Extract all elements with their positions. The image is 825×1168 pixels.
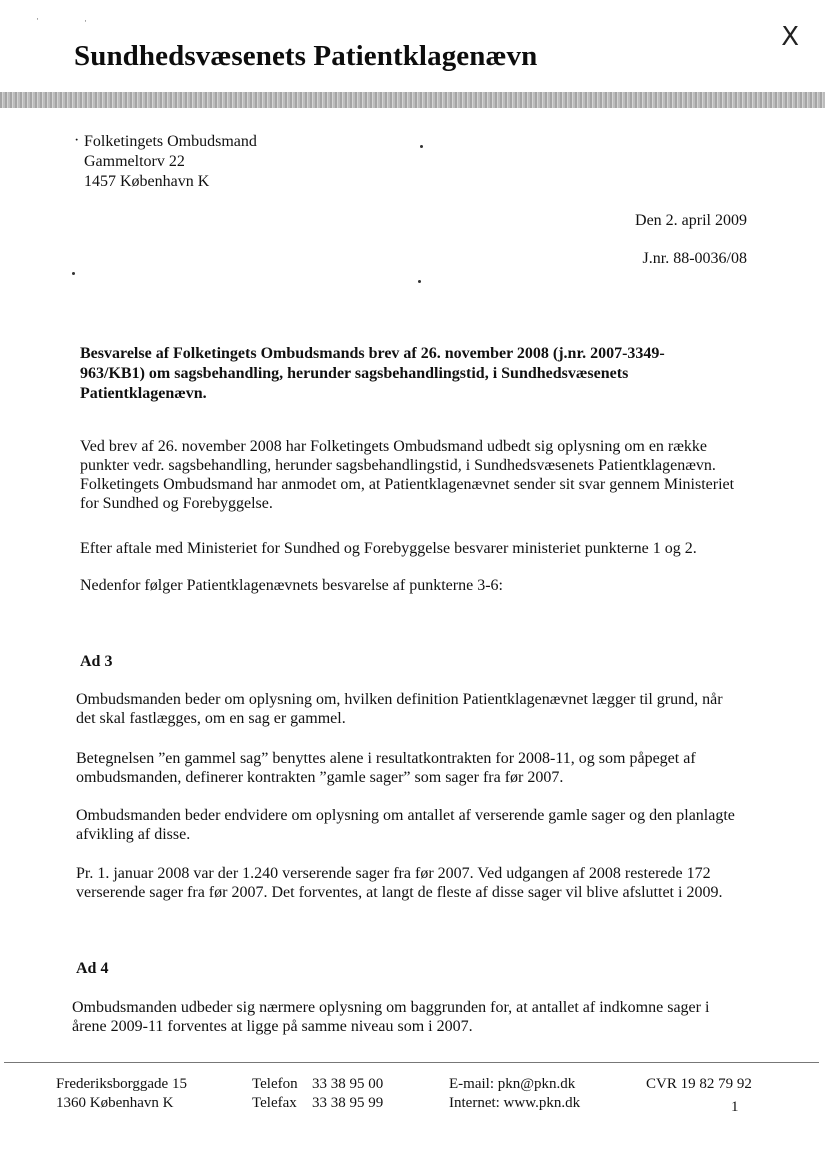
ad3-paragraph: Betegnelsen ”en gammel sag” benyttes alene i resultatkontrakten for 2008-11, og som påpeget af ombudsmanden, definerer kontrakten ”gamle sager” som sager fra før 2007. <box>76 750 696 786</box>
footer-phone-values <box>312 1075 383 1113</box>
ad3-paragraph: Pr. 1. januar 2008 var der 1.240 verserende sager fra før 2007. Ved udgangen af 2008 resterede 172 verserende sager fra før 2007. Det forventes, at langt de fleste af disse sager vil blive afsluttet i 2009. <box>76 865 723 901</box>
section-heading-ad4: Ad 4 <box>76 960 109 977</box>
intro-paragraph: Nedenfor følger Patientklagenævnets besvarelse af punkterne 3-6: <box>80 577 503 594</box>
recipient-name: Folketingets Ombudsmand <box>84 133 257 150</box>
footer-email: E-mail: pkn@pkn.dk <box>449 1076 576 1092</box>
recipient-street: Gammeltorv 22 <box>84 153 185 170</box>
handwritten-x-mark: X <box>781 22 799 52</box>
scan-dot <box>418 280 421 283</box>
scan-speck: · <box>36 14 39 24</box>
ad3-paragraph: Ombudsmanden beder endvidere om oplysning om antallet af verserende gamle sager og den planlagte afvikling af disse. <box>76 807 735 843</box>
subject-line: Besvarelse af Folketingets Ombudsmands brev af 26. november 2008 (j.nr. 2007-3349-963/KB1) om sagsbehandling, herunder sagsbehandlingstid, i Sundhedsvæsenets Patientklagenævn. <box>80 345 665 402</box>
footer-cvr: CVR 19 82 79 92 <box>646 1076 752 1092</box>
letterhead-title: Sundhedsvæsenets Patientklagenævn <box>74 40 538 72</box>
letter-date: Den 2. april 2009 <box>635 212 747 229</box>
letterhead-rule <box>0 92 825 108</box>
scan-speck: · <box>84 16 87 26</box>
intro-paragraph: Efter aftale med Ministeriet for Sundhed og Forebyggelse besvarer ministeriet punkterne 1 og 2. <box>80 540 697 557</box>
section-heading-ad3: Ad 3 <box>80 653 113 670</box>
fax-number: 33 38 95 99 <box>312 1095 384 1111</box>
recipient-address <box>84 132 257 192</box>
phone-number: 33 38 95 00 <box>312 1076 384 1092</box>
footer-city: 1360 København K <box>56 1095 174 1111</box>
scan-dot <box>420 145 423 148</box>
footer-phone-labels <box>252 1075 298 1113</box>
page-number: 1 <box>731 1099 739 1115</box>
journal-number: J.nr. 88-0036/08 <box>642 250 747 267</box>
footer-rule <box>4 1062 819 1063</box>
address-bullet: · <box>74 132 80 149</box>
footer-web: Internet: www.pkn.dk <box>449 1095 581 1111</box>
recipient-city: 1457 København K <box>84 173 210 190</box>
ad4-paragraph: Ombudsmanden udbeder sig nærmere oplysning om baggrunden for, at antallet af indkomne sager i årene 2009-11 forventes at ligge på samme niveau som i 2007. <box>72 999 710 1035</box>
intro-paragraph: Ved brev af 26. november 2008 har Folketingets Ombudsmand udbedt sig oplysning om en række punkter vedr. sagsbehandling, herunder sagsbehandlingstid, i Sundhedsvæsenets Patientklagenævn. Folketingets Ombudsmand har anmodet om, at Patientklagenævnet sender sit svar gennem Ministeriet for Sundhed og Forebyggelse. <box>80 438 735 512</box>
footer-street: Frederiksborggade 15 <box>56 1076 187 1092</box>
footer-address <box>56 1075 187 1113</box>
ad3-paragraph: Ombudsmanden beder om oplysning om, hvilken definition Patientklagenævnet lægger til grund, når det skal fastlægges, om en sag er gammel. <box>76 691 723 727</box>
phone-label: Telefon <box>252 1076 298 1092</box>
scan-dot <box>72 272 75 275</box>
footer-contact <box>449 1075 580 1113</box>
fax-label: Telefax <box>252 1095 297 1111</box>
